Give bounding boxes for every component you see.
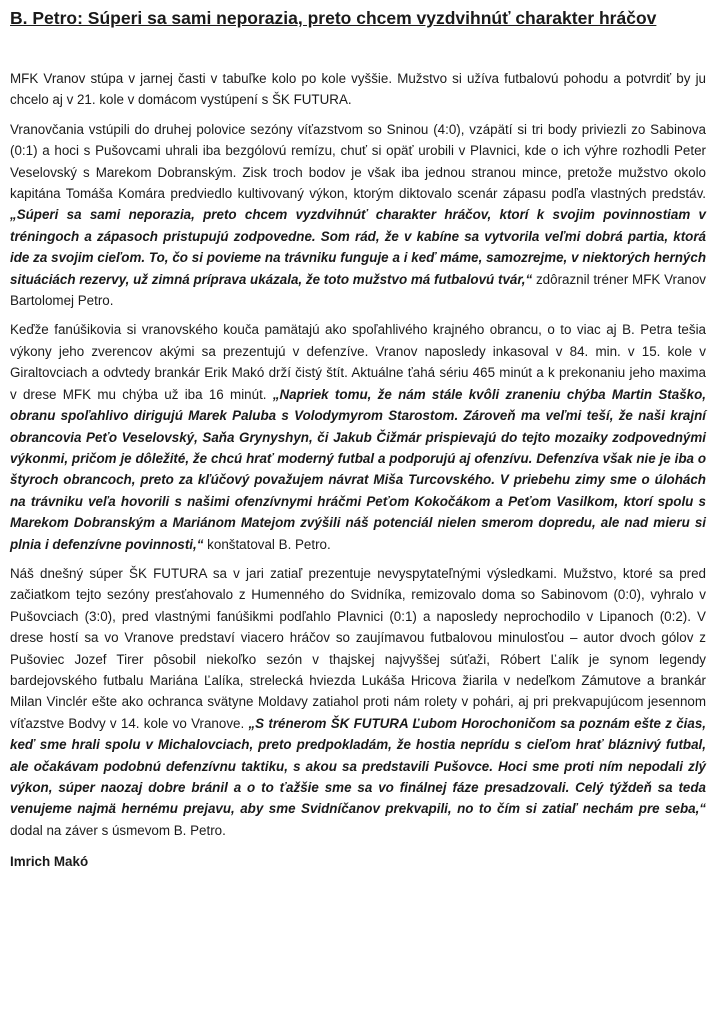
article-body: [10, 68, 706, 841]
paragraph-text: Náš dnešný súper ŠK FUTURA sa v jari zatiaľ prezentuje nevyspytateľnými výsledkami. Mužstvo, ktoré sa pred začiatkom tejto sezóny presťahovalo z Humenného do Svidníka, remizovalo doma so Sabinovom (0:0), vyhralo v Pušovciach (3:0), pred vlastnými fanúšikmi podľahlo Plavnici (0:1) a naposledy neprochodilo v Lipanoch (0:2). V drese hostí sa vo Vranove predstaví viacero hráčov so zaujímavou futbalovou minulosťou – autor dvoch gólov z Pušoviec Jozef Tirer pôsobil niekoľko sezón v thajskej najvyššej súťaži, Róbert Ľalík je synom legendy bardejovského futbalu Mariána Ľalíka, strelecká hviezda Lukáša Hricova žiarila v nedeľkom Zámutove a brankár Milan Vinclér ešte ako ochranca svätyne Moldavy zatiahol proti nám rolety v pohári, aj pri prekvapujúcom jesennom víťazstve Bodvy v 14. kole vo Vranove.: [10, 565, 706, 731]
quote-text: „S trénerom ŠK FUTURA Ľubom Horochoničom sa poznám ešte z čias, keď sme hrali spolu v Michalovciach, preto predpokladám, že hostia neprídu s cieľom hrať bláznivý futbal, ale očakávam podobnú defenzívnu taktiku, s akou sa predstavili Pušovce. Hoci sme proti ním nepodali zlý výkon, súper naozaj dobre bránil a o to ťažšie sme sa vo finálnej fáze presadzovali. Celý týždeň sa teda venujeme najmä hernému prejavu, aby sme Svidníčanov prekvapili, no to čím si zatiaľ nechám pre seba,“: [10, 715, 706, 817]
article-paragraph: [10, 563, 706, 841]
article-title: B. Petro: Súperi sa sami neporazia, preto chcem vyzdvihnúť charakter hráčov: [10, 8, 657, 28]
article-paragraph: [10, 319, 706, 554]
paragraph-text: Keďže fanúšikovia si vranovského kouča pamätajú ako spoľahlivého krajného obrancu, o to viac aj B. Petra tešia výkony jeho zverencov akými sa prezentujú v defenzíve. Vranov naposledy inkasoval v 84. min. v 15. kole v Giraltovciach a odvtedy brankár Erik Makó drží čistý štít. Aktuálne ťahá sériu 465 minút a k prekonaniu jeho maxima v drese MFK mu chýba už iba 16 minút.: [10, 322, 706, 402]
article-paragraph: [10, 119, 706, 312]
paragraph-text: dodal na záver s úsmevom B. Petro.: [10, 822, 226, 838]
quote-text: „Súperi sa sami neporazia, preto chcem vyzdvihnúť charakter hráčov, ktorí k svojim povinnostiam v tréningoch a zápasoch pristupujú zodpovedne. Som rád, že v kabíne sa vytvorila veľmi dobrá partia, ktorá ide za svojim cieľom. To, čo si povieme na trávniku funguje a i keď máme, samozrejme, v niektorých herných situáciách rezervy, už zimná príprava ukázala, že toto mužstvo má futbalovú tvár,“: [10, 207, 706, 287]
paragraph-text: Vranovčania vstúpili do druhej polovice sezóny víťazstvom so Sninou (4:0), vzápätí si tri body priviezli zo Sabinova (0:1) a hoci s Pušovcami uhrali iba bezgólovú remízu, chuť si opäť urobili v Plavnici, kde o ich výhre rozhodli Peter Veselovský s Marekom Dobranským. Zisk troch bodov je však iba jednou stranou mince, pretože mužstvo okolo kapitána Tomáša Komára predviedlo kultivovaný výkon, ktorým diktovalo scenár zápasu podľa vlastných predstáv.: [10, 121, 706, 202]
paragraph-text: zdôraznil tréner MFK Vranov Bartolomej Petro.: [10, 271, 706, 309]
article-author: Imrich Makó: [10, 854, 89, 870]
paragraph-text: MFK Vranov stúpa v jarnej časti v tabuľke kolo po kole vyššie. Mužstvo si užíva futbalovú pohodu a potvrdiť by ju chcelo aj v 21. kole v domácom vystúpení s ŠK FUTURA.: [10, 71, 706, 108]
paragraph-text: konštatoval B. Petro.: [203, 536, 331, 552]
article-paragraph: [10, 68, 706, 111]
quote-text: „Napriek tomu, že nám stále kvôli zraneniu chýba Martin Staško, obranu spoľahlivo dirigujú Marek Paluba s Volodymyrom Starostom. Zároveň ma veľmi teší, že naši krajní obrancovia Peťo Veselovský, Saňa Grynyshyn, či Jakub Čižmár prispievajú do tejto mozaiky zodpovednými výkonmi, pričom je dôležité, že chcú hrať moderný futbal a podporujú aj ofenzívu. Defenzíva však nie je iba o štyroch obrancoch, preto za kľúčový považujem návrat Miša Turcovského. V priebehu zimy sme o úlohách na trávniku veľa hovorili s našimi ofenzívnymi hráčmi Peťom Kokočákom a Peťom Vasilkom, ktorí spolu s Marekom Dobranským a Mariánom Matejom zvýšili náš potenciál nielen smerom dopredu, ale nad mieru si plnia i defenzívne povinnosti,“: [10, 386, 706, 552]
